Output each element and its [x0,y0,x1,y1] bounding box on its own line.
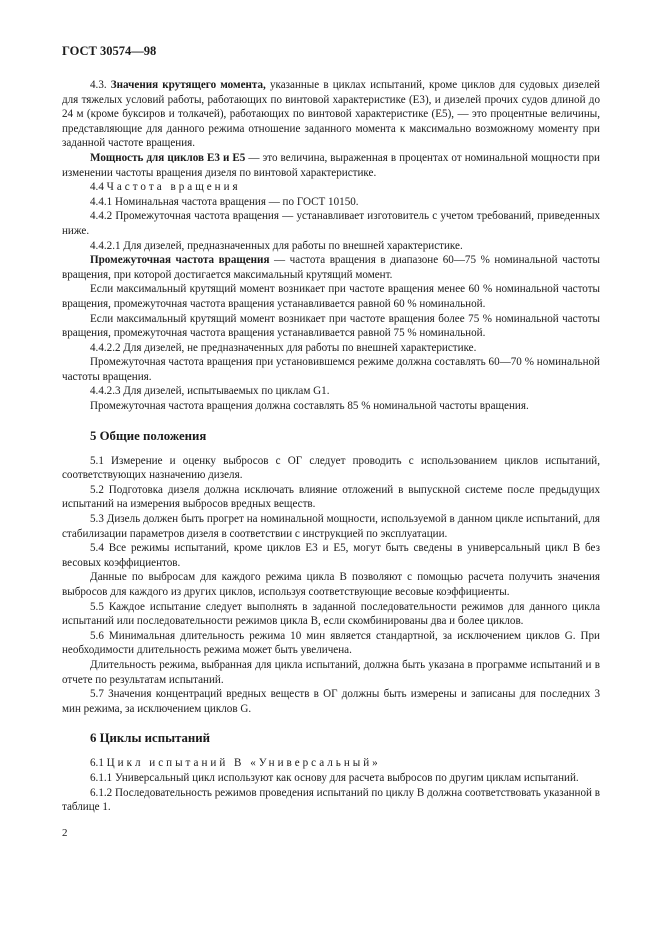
paragraph-4-4-2-3: 4.4.2.3 Для дизелей, испытываемых по циклам G1. [90,385,330,398]
paragraph-power-e3-e5: Мощность для циклов E3 и E5 — это величина, выраженная в процентах от номинальной мощности при изменении частоты вращения дизеля по винтовой характеристике. [62,151,600,179]
paragraph-5-7: 5.7 Значения концентраций вредных веществ в ОГ должны быть измерены и записаны для последних 3 мин режима, за исключением циклов G. [62,688,600,715]
paragraph-5-3: 5.3 Дизель должен быть прогрет на номинальной мощности, используемой в данном цикле испытаний, для стабилизации параметров дизеля в соответствии с инструкцией по эксплуатации. [62,513,600,540]
paragraph-5-6-duration: Длительность режима, выбранная для цикла испытаний, должна быть указана в программе испытаний и в отчете по результатам испытаний. [62,658,600,686]
section-6-heading: 6 Циклы испытаний [90,731,211,746]
page-number: 2 [62,827,68,839]
paragraph-85: Промежуточная частота вращения должна составлять 85 % номинальной частоты вращения. [90,400,529,413]
paragraph-6-1-1: 6.1.1 Универсальный цикл используют как основу для расчета выбросов по другим циклам испытаний. [90,771,579,784]
paragraph-4-4-2-2: 4.4.2.2 Для дизелей, не предназначенных для работы по внешней характеристике. [90,341,477,354]
paragraph-60-70: Промежуточная частота вращения при установившемся режиме должна составлять 60—70 % номинальной частоты вращения. [62,356,600,383]
paragraph-below-60: Если максимальный крутящий момент возникает при частоте вращения менее 60 % номинальной частоты вращения, промежуточная частота вращения устанавливается равной 60 % номинальной. [62,283,600,310]
paragraph-4-4-1: 4.4.1 Номинальная частота вращения — по ГОСТ 10150. [90,195,359,208]
paragraph-5-5: 5.5 Каждое испытание следует выполнять в заданной последовательности режимов для данного цикла испытаний или последовательности режимов цикла B, если скомбинированы два и более циклов. [62,600,600,628]
paragraph-5-6: 5.6 Минимальная длительность режима 10 мин является стандартной, за исключением циклов G. При необходимости длительность режима может быть увеличена. [62,629,600,657]
section-5-heading: 5 Общие положения [90,428,207,443]
paragraph-6-1-2: 6.1.2 Последовательность режимов проведения испытаний по циклу B должна соответствовать указанной в таблице 1. [62,786,600,814]
subsection-6-1-title: 6.1 Цикл испытаний B «Универсальный» [90,757,381,770]
paragraph-4-4-2: 4.4.2 Промежуточная частота вращения — устанавливает изготовитель с учетом требований, приведенных ниже. [62,210,600,237]
subsection-4-4-title: 4.4 Частота вращения [90,181,241,194]
document-header: ГОСТ 30574—98 [62,44,157,58]
document-body [62,78,600,815]
term-torque-values: Значения крутящего момента, [110,79,266,91]
paragraph-5-4-data: Данные по выбросам для каждого режима цикла B позволяют с помощью расчета получить значения выбросов для каждого из других циклов, используя соответствующие весовые коэффициенты. [62,571,600,598]
paragraph-intermediate-speed: Промежуточная частота вращения — частота вращения в диапазоне 60—75 % номинальной частоты вращения, при которой достигается максимальный крутящий момент. [62,254,600,281]
term-power-e3-e5: Мощность для циклов E3 и E5 [90,151,246,164]
paragraph-4-3: 4.3. Значения крутящего момента, указанные в циклах испытаний, кроме циклов для судовых дизелей для тяжелых условий работы, работающих по винтовой характеристике (E3), и дизелей прочих судов длиной до 24 м (кроме буксиров и толкачей), работающих по винтовой характеристике (E5), — это процентные величины, представляющие для данного режима отношение заданного момента к максимально возможному моменту при заданной частоте вращения. [62,79,600,150]
paragraph-5-1: 5.1 Измерение и оценку выбросов с ОГ следует проводить с использованием циклов испытаний, соответствующих назначению дизеля. [62,454,600,482]
paragraph-above-75: Если максимальный крутящий момент возникает при частоте вращения более 75 % номинальной частоты вращения, промежуточная частота вращения устанавливается равной 75 % номинальной. [62,312,600,340]
paragraph-5-2: 5.2 Подготовка дизеля должна исключать влияние отложений в выпускной системе после предыдущих испытаний на измерения выбросов вредных веществ. [62,483,600,511]
paragraph-5-4: 5.4 Все режимы испытаний, кроме циклов E3 и E5, могут быть сведены в универсальный цикл B без весовых коэффициентов. [62,542,600,569]
paragraph-4-4-2-1: 4.4.2.1 Для дизелей, предназначенных для работы по внешней характеристике. [90,239,463,252]
term-intermediate-speed: Промежуточная частота вращения [90,254,270,267]
